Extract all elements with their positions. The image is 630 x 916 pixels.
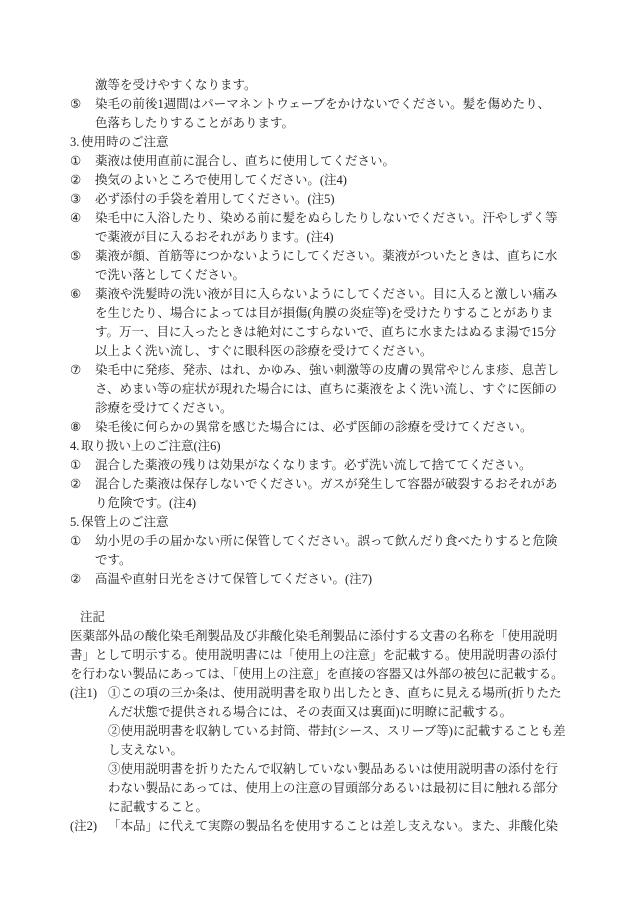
list-item-text: 高温や直射日光をさけて保管してください。(注7) bbox=[95, 572, 373, 586]
list-item bbox=[70, 532, 568, 570]
footnote-label: (注1) bbox=[70, 686, 98, 700]
list-item-number: ⑥ bbox=[70, 287, 82, 301]
list-item-number: ② bbox=[70, 173, 82, 187]
list-item-text: 染毛の前後1週間はパーマネントウェーブをかけないでください。髪を傷めたり、色落ちしたりすることがあります。 bbox=[95, 97, 551, 130]
footnote-paragraph: ①この項の三か条は、使用説明書を取り出したとき、直ちに見える場所(折りたたんだ状態で提供される場合には、その表面又は裏面)に明瞭に記載する。 bbox=[108, 686, 562, 719]
section-title: 使用時のご注意 bbox=[81, 135, 169, 149]
notes-title: 注記 bbox=[80, 610, 106, 624]
list-item bbox=[70, 247, 568, 285]
footnote-paragraph: ③使用説明書を折りたたんで収納していない製品あるいは使用説明書の添付を行わない製品にあっては、使用上の注意の冒頭部分あるいは最初に目に触れる部分に記載すること。 bbox=[108, 762, 559, 814]
section-heading bbox=[70, 133, 568, 152]
list-item bbox=[70, 171, 568, 190]
footnote-paragraph: ②使用説明書を収納している封筒、帯封(シース、スリーブ等)に記載することも差し支えない。 bbox=[108, 724, 566, 757]
section-number: 3. bbox=[70, 135, 80, 149]
list-item-text: 染毛中に入浴したり、染める前に髪をぬらしたりしないでください。汗やしずく等で薬液が目に入るおそれがあります。(注4) bbox=[95, 211, 558, 244]
list-item bbox=[70, 361, 568, 418]
list-item-number: ② bbox=[70, 477, 82, 491]
list-item-number: ① bbox=[70, 154, 82, 168]
footnote-body bbox=[108, 817, 566, 836]
list-item-text: 薬液は使用直前に混合し、直ちに使用してください。 bbox=[95, 154, 396, 168]
footnote-body bbox=[108, 684, 566, 817]
list-item-text: 幼小児の手の届かない所に保管してください。誤って飲んだり食べたりすると危険です。 bbox=[95, 534, 558, 567]
list-item bbox=[70, 456, 568, 475]
list-item-number: ② bbox=[70, 572, 82, 586]
section-number: 4. bbox=[70, 439, 80, 453]
footnote-paragraph: 「本品」に代えて実際の製品名を使用することは差し支えない。また、非酸化染 bbox=[108, 819, 559, 833]
list-item bbox=[70, 95, 568, 133]
section-number: 5. bbox=[70, 515, 80, 529]
list-item bbox=[70, 475, 568, 513]
section-heading bbox=[70, 437, 568, 456]
list-item-text: 必ず添付の手袋を着用してください。(注5) bbox=[95, 192, 335, 206]
footnote-item bbox=[70, 817, 568, 836]
list-item-text: 換気のよいところで使用してください。(注4) bbox=[95, 173, 347, 187]
list-item bbox=[70, 209, 568, 247]
section-title: 取り扱い上のご注意(注6) bbox=[81, 439, 221, 453]
list-item bbox=[70, 285, 568, 361]
list-item-text: 混合した薬液は保存しないでください。ガスが発生して容器が破裂するおそれがあり危険です。(注4) bbox=[95, 477, 558, 510]
section-heading bbox=[70, 513, 568, 532]
section-title: 保管上のご注意 bbox=[81, 515, 169, 529]
list-item-number: ⑤ bbox=[70, 97, 82, 111]
list-item-number: ⑤ bbox=[70, 249, 82, 263]
list-item bbox=[70, 152, 568, 171]
list-item-text: 染毛後に何らかの異常を感じた場合には、必ず医師の診療を受けてください。 bbox=[95, 420, 533, 434]
list-item-number: ③ bbox=[70, 192, 82, 206]
list-item-number: ④ bbox=[70, 211, 82, 225]
list-item bbox=[70, 418, 568, 437]
list-item-text: 混合した薬液の残りは効果がなくなります。必ず洗い流して捨ててください。 bbox=[95, 458, 532, 472]
document-body bbox=[70, 76, 568, 836]
list-item-number: ⑦ bbox=[70, 363, 82, 377]
list-item-text: 染毛中に発疹、発赤、はれ、かゆみ、強い刺激等の皮膚の異常やじんま疹、息苦しさ、めまい等の症状が現れた場合には、直ちに薬液をよく洗い流し、すぐに医師の診療を受けてください。 bbox=[95, 363, 560, 415]
continuation-text: 激等を受けやすくなります。 bbox=[95, 78, 257, 92]
list-item bbox=[70, 190, 568, 209]
notes-paragraph: 医薬部外品の酸化染毛剤製品及び非酸化染毛剤製品に添付する文書の名称を「使用説明書」として明示する。使用説明書には「使用上の注意」を記載する。使用説明書の添付を行わない製品にあっては、「使用上の注意」を直接の容器又は外部の被包に記載する。 bbox=[70, 629, 564, 681]
list-item-number: ① bbox=[70, 534, 82, 548]
continuation-line bbox=[70, 76, 568, 95]
list-item-number: ① bbox=[70, 458, 82, 472]
blank-line bbox=[70, 589, 568, 608]
list-item-text: 薬液が顔、首筋等につかないようにしてください。薬液がついたときは、直ちに水で洗い落としてください。 bbox=[95, 249, 558, 282]
list-item-number: ⑧ bbox=[70, 420, 82, 434]
list-item bbox=[70, 570, 568, 589]
footnote-label: (注2) bbox=[70, 819, 98, 833]
footnote-item bbox=[70, 684, 568, 817]
list-item-text: 薬液や洗髪時の洗い液が目に入らないようにしてください。目に入ると激しい痛みを生じたり、場合によっては目が損傷(角膜の炎症等)を受けたりすることがあります。万一、目に入ったときは絶対にこすらないで、直ちに水またはぬるま湯で15分以上よく洗い流し、すぐに眼科医の診療を受けてください。 bbox=[95, 287, 558, 358]
